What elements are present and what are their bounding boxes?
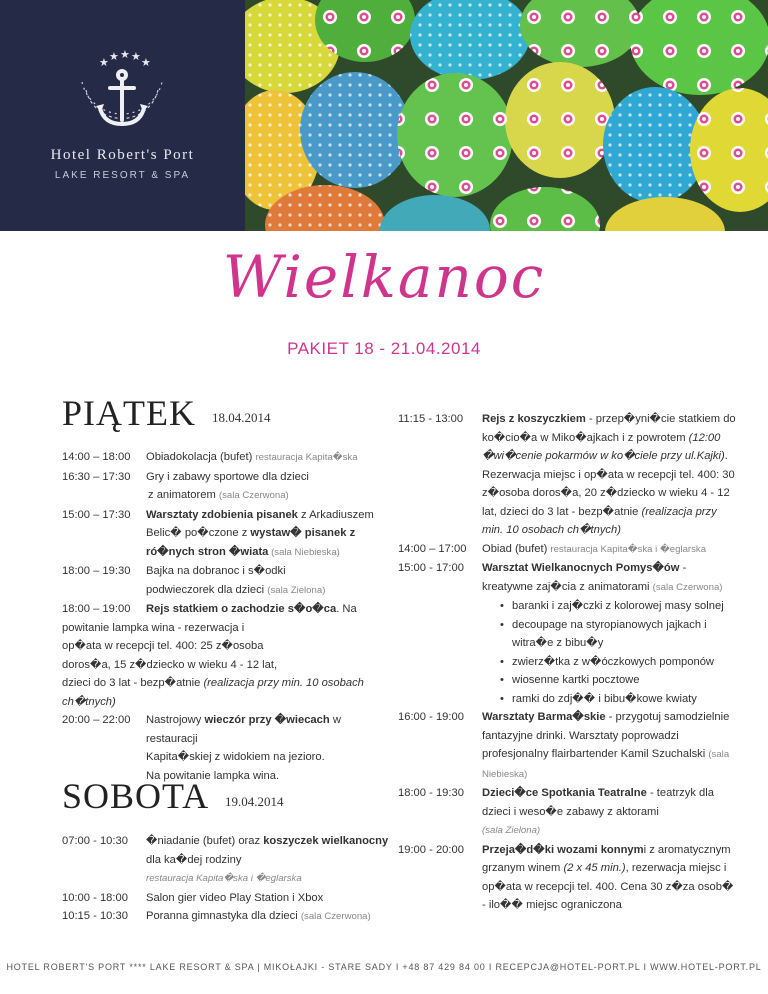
event-time: 16:30 – 17:30 <box>62 470 131 483</box>
list-item: • ramki do zdj�� i bibu�kowe kwiaty <box>512 690 738 709</box>
event-time: 11:15 - 13:00 <box>398 413 464 425</box>
event-time: 10:00 - 18:00 <box>62 891 128 904</box>
event-time: 18:00 - 19:30 <box>398 787 464 799</box>
event-time: 18:00 – 19:30 <box>62 565 131 577</box>
event-time: 18:00 – 19:00 <box>62 603 131 615</box>
event-desc: Przeja�d�ki wozami konnymi z aromatycznym grzanym winem (2 x 45 min.), rezerwacja miejsc i op�ata w recepcji tel. 400. Cena 30 z�za osob� - ilo�� miejsc ograniczona <box>482 843 734 911</box>
anchor-logo-icon <box>0 0 245 150</box>
list-item: • zwierz�tka z w�óczkowych pomponów <box>512 653 738 672</box>
event-time: 20:00 – 22:00 <box>62 714 131 726</box>
event-desc: Obiad (bufet) restauracja Kapita�ska i �eglarska <box>482 542 707 555</box>
svg-text:★: ★ <box>120 48 130 61</box>
eggs-illustration <box>245 0 768 231</box>
event-time: 07:00 - 10:30 <box>62 835 128 847</box>
event-desc: Dzieci�ce Spotkania Teatralne - teatrzyk dla dzieci i weso�e zabawy z aktorami (sala Zielona) <box>482 787 714 836</box>
event-row <box>398 410 738 540</box>
event-row <box>62 889 392 908</box>
event-desc: Warsztaty Barma�skie - przygotuj samodzielnie fantazyjne drinki. Warsztaty poprowadzi profesjonalny flairbartender Kamil Szuchalski (sala Niebieska) <box>482 711 730 780</box>
event-desc: �niadanie (bufet) oraz koszyczek wielkanocny dla ka�dej rodziny restauracja Kapita�ska i �eglarska <box>146 835 389 884</box>
right-schedule <box>398 410 738 915</box>
event-row <box>62 600 392 619</box>
hotel-subtitle: LAKE RESORT & SPA <box>54 170 191 181</box>
event-desc: Nastrojowy wieczór przy �wiecach w restauracji <box>146 714 341 745</box>
easter-eggs-photo <box>245 0 768 231</box>
event-row <box>398 708 738 784</box>
saturday-date: 19.04.2014 <box>225 794 284 809</box>
event-row <box>62 562 392 600</box>
event-desc: Poranna gimnastyka dla dzieci (sala Czerwona) <box>146 910 371 922</box>
saturday-title: SOBOTA <box>62 776 210 816</box>
svg-text:★: ★ <box>109 50 119 63</box>
hero-banner <box>0 0 768 231</box>
event-desc: Warsztaty zdobienia pisanek z Arkadiuszem Belic� po�czone z wystaw� pisanek z ró�nych stron �wiata (sala Niebieska) <box>146 508 374 558</box>
event-desc: Obiadokolacja (bufet) restauracja Kapita�ska <box>146 451 358 463</box>
svg-text:★: ★ <box>99 56 109 69</box>
saturday-schedule <box>62 832 392 927</box>
event-row <box>398 841 738 915</box>
brand-panel <box>0 0 245 231</box>
svg-text:★: ★ <box>131 50 141 63</box>
event-desc-cont: powitanie lampka wina - rezerwacja i op�ata w recepcji tel. 400: 25 z�osoba doros�a, 15 z�dziecko w wieku 4 - 12 lat, dzieci do 3 lat - bezp�atnie (realizacja przy min. 10 osobach ch�tnych) <box>62 621 364 708</box>
event-desc: Rejs z koszyczkiem - przep�yni�cie statkiem do ko�cio�a w Miko�ajkach i z powrotem (12:00 �wi�cenie pokarmów w ko�ciele przy ul.Kajki). Rezerwacja miejsc i op�ata w recepcji tel. 400: 30 z�osoba doros�a, 20 z�dziecko w wieku 4 - 12 lat, dzieci do 3 lat - bezp�atnie (realizacja przy min. 10 osobach ch�tnych) <box>482 413 736 536</box>
event-desc: Salon gier video Play Station i Xbox <box>146 891 324 904</box>
footer-contact: HOTEL ROBERT'S PORT **** LAKE RESORT & SPA | MIKOŁAJKI - STARE SADY I +48 87 429 84 00 I RECEPCJA@HOTEL-PORT.PL I WWW.HOTEL-PORT.PL <box>6 962 762 972</box>
hotel-name: Hotel Robert's Port <box>50 147 195 163</box>
event-time: 15:00 - 17:00 <box>398 562 464 574</box>
friday-date: 18.04.2014 <box>212 410 271 425</box>
list-item: • wiosenne kartki pocztowe <box>512 671 738 690</box>
svg-text:★: ★ <box>141 56 151 69</box>
friday-title: PIĄTEK <box>62 393 196 433</box>
event-row <box>62 468 392 506</box>
event-desc: Bajka na dobranoc i s�odki podwieczorek dla dzieci (sala Zielona) <box>146 565 326 596</box>
event-row <box>62 832 392 889</box>
workshop-list <box>482 597 738 708</box>
event-row <box>62 448 392 468</box>
event-desc-cont: Kapita�skiej z widokiem na jezioro. Na powitanie lampka wina. <box>146 751 325 782</box>
event-row <box>62 711 392 748</box>
list-item: • baranki i zaj�czki z kolorowej masy solnej <box>512 597 738 616</box>
event-desc: Gry i zabawy sportowe dla dzieci z animatorem (sala Czerwona) <box>146 470 309 501</box>
list-item: • decoupage na styropianowych jajkach i witra�e z bibu�y <box>512 616 738 653</box>
event-time: 14:00 – 18:00 <box>62 451 131 463</box>
event-row <box>398 784 738 841</box>
event-row <box>398 540 738 560</box>
event-row <box>398 559 738 708</box>
event-time: 16:00 - 19:00 <box>398 711 464 723</box>
event-row <box>62 907 392 927</box>
event-time: 19:00 - 20:00 <box>398 843 464 856</box>
event-row <box>62 506 392 563</box>
friday-schedule <box>62 448 392 785</box>
event-time: 15:00 – 17:30 <box>62 508 131 521</box>
page-title: Wielkanoc <box>222 243 546 311</box>
event-desc: Rejs statkiem o zachodzie s�o�ca. Na <box>146 603 357 615</box>
event-time: 10:15 - 10:30 <box>62 910 128 922</box>
event-desc: Warsztat Wielkanocnych Pomys�ów - kreatywne zaj�cia z animatorami (sala Czerwona) • baranki i zaj�czki z kolorowej masy solnej • decoupage na styropianowych jajkach i witra�e z bibu�y • zwierz�tka z w�óczkowych pomponów • wiosenne kartki pocztowe • ramki do zdj�� i bibu�kowe kwiaty <box>482 559 738 708</box>
event-time: 14:00 – 17:00 <box>398 542 467 555</box>
package-dates: PAKIET 18 - 21.04.2014 <box>287 339 481 358</box>
